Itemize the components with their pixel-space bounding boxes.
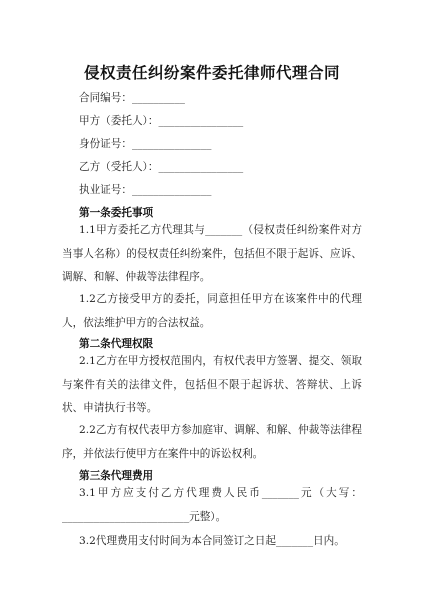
field-blank: ________________ (158, 115, 244, 127)
field-blank: _______________ (131, 184, 212, 196)
id-number-field (79, 137, 211, 151)
field-label: 乙方（受托人）： (79, 161, 159, 173)
field-label: 合同编号： (79, 92, 132, 104)
contract-number-field (79, 91, 185, 105)
field-blank: _______________ (131, 138, 212, 150)
field-blank: __________ (131, 92, 185, 104)
paragraph-3-2: 3.2代理费用支付时间为本合同签订之日起_______日内。 (79, 535, 345, 547)
paragraph-3-1: 3.1甲方应支付乙方代理费人民币_______元（大写：________________________元整）。 (62, 487, 362, 523)
paragraph-2-2: 2.2乙方有权代表甲方参加庭审、调解、和解、仲裁等法律程序，并依法行使甲方在案件中的诉讼权利。 (62, 424, 362, 460)
section-heading-2: 第二条代理权限 (79, 338, 154, 350)
license-number-field (79, 183, 211, 197)
paragraph-1-1: 1.1甲方委托乙方代理其与_______（侵权责任纠纷案件对方当事人名称）的侵权责任纠纷案件，包括但不限于起诉、应诉、调解、和解、仲裁等法律程序。 (62, 224, 362, 283)
party-a-field (79, 114, 243, 128)
field-blank: ________________ (158, 161, 244, 173)
document-title: 侵权责任纠纷案件委托律师代理合同 (83, 64, 340, 82)
paragraph-2-1: 2.1乙方在甲方授权范围内，有权代表甲方签署、提交、领取与案件有关的法律文件，包括但不限于起诉状、答辩状、上诉状、申请执行书等。 (62, 355, 362, 414)
section-heading-3: 第三条代理费用 (79, 470, 154, 482)
section-heading-1: 第一条委托事项 (79, 207, 154, 219)
field-label: 执业证号： (79, 184, 132, 196)
field-label: 甲方（委托人）： (79, 115, 159, 127)
field-label: 身份证号： (79, 138, 132, 150)
paragraph-1-2: 1.2乙方接受甲方的委托，同意担任甲方在该案件中的代理人，依法维护甲方的合法权益。 (62, 293, 362, 329)
party-b-field (79, 160, 243, 174)
